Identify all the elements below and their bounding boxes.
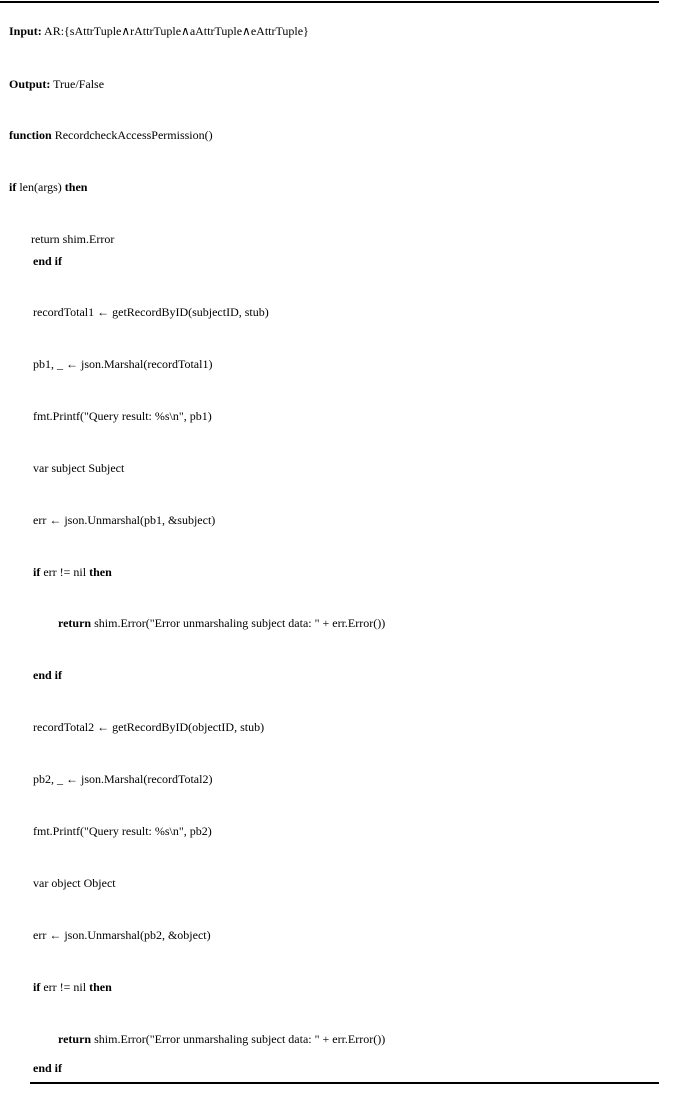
then-keyword: then — [89, 565, 112, 579]
if-err-line — [33, 980, 112, 994]
if-err-line — [33, 565, 112, 579]
if-condition: err != nil — [40, 980, 90, 994]
marshal2-line: pb2, _ ← json.Marshal(recordTotal2) — [33, 772, 213, 786]
printf2-line: fmt.Printf("Query result: %s\n", pb2) — [33, 824, 212, 838]
if-keyword: if — [33, 980, 41, 994]
marshal1-line: pb1, _ ← json.Marshal(recordTotal1) — [33, 357, 213, 371]
return-text: shim.Error("Error unmarshaling subject data: " + err.Error()) — [91, 616, 386, 630]
if-condition: len(args) — [16, 180, 65, 194]
input-label: Input: — [9, 24, 42, 38]
function-keyword: function — [9, 128, 52, 142]
unmarshal1-line: err ← json.Unmarshal(pb1, &subject) — [33, 513, 216, 527]
var-subject-line: var subject Subject — [33, 461, 125, 475]
return-error-line: return shim.Error — [31, 232, 115, 246]
record-total1-line: recordTotal1 ← getRecordByID(subjectID, stub) — [33, 305, 269, 319]
if-args-line — [9, 180, 87, 194]
output-label: Output: — [9, 77, 51, 91]
then-keyword: then — [64, 180, 88, 194]
return-unmarshal2-line — [58, 1032, 385, 1046]
input-line — [9, 24, 309, 38]
end-if-line: end if — [33, 668, 63, 682]
output-text: True/False — [50, 77, 105, 91]
if-keyword: if — [33, 565, 41, 579]
function-name: RecordcheckAccessPermission() — [51, 128, 213, 142]
record-total2-line: recordTotal2 ← getRecordByID(objectID, stub) — [33, 720, 265, 734]
bottom-rule — [30, 1082, 659, 1084]
if-condition: err != nil — [40, 565, 90, 579]
end-if-line: end if — [33, 1061, 63, 1075]
function-line — [9, 128, 213, 142]
var-object-line: var object Object — [33, 876, 116, 890]
then-keyword: then — [89, 980, 112, 994]
top-rule — [0, 1, 659, 3]
end-if-line: end if — [33, 254, 63, 268]
printf1-line: fmt.Printf("Query result: %s\n", pb1) — [33, 409, 212, 423]
return-unmarshal1-line — [58, 616, 385, 630]
input-text: AR:{sAttrTuple∧rAttrTuple∧aAttrTuple∧eAttrTuple} — [41, 24, 309, 38]
return-keyword: return — [58, 616, 92, 630]
unmarshal2-line: err ← json.Unmarshal(pb2, &object) — [33, 928, 211, 942]
return-text: shim.Error("Error unmarshaling subject data: " + err.Error()) — [91, 1032, 386, 1046]
output-line — [9, 77, 104, 91]
if-keyword: if — [9, 180, 17, 194]
return-keyword: return — [58, 1032, 92, 1046]
